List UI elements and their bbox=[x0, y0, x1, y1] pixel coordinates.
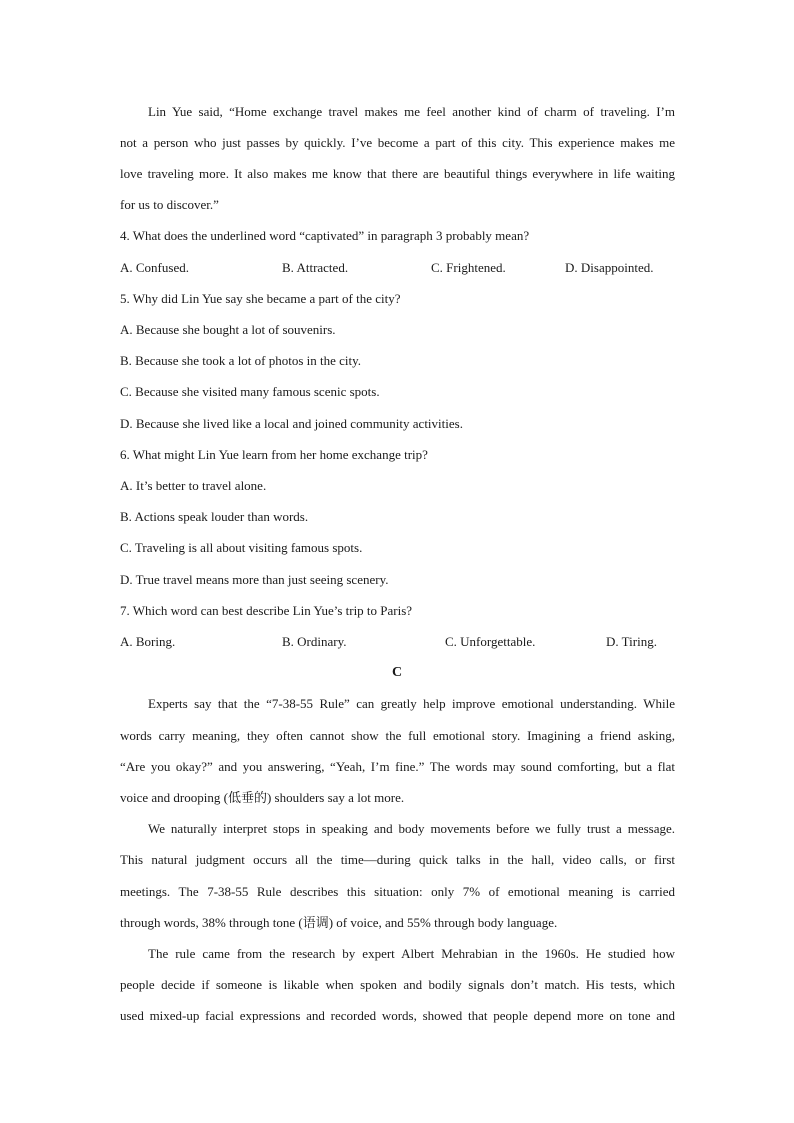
answer-option[interactable]: D. Tiring. bbox=[606, 634, 657, 649]
answer-option[interactable]: C. Unforgettable. bbox=[445, 634, 536, 649]
passage-c-line: We naturally interpret stops in speaking and body movements before we fully trust a message. bbox=[148, 821, 675, 836]
passage-c-line: through words, 38% through tone (语调) of voice, and 55% through body language. bbox=[120, 915, 558, 930]
answer-option[interactable]: D. Disappointed. bbox=[565, 260, 654, 275]
passage-c-line: The rule came from the research by expert Albert Mehrabian in the 1960s. He studied how bbox=[148, 946, 675, 961]
question-stem: 5. Why did Lin Yue say she became a part of the city? bbox=[120, 291, 401, 306]
passage-b-line: for us to discover.” bbox=[120, 197, 219, 212]
answer-option[interactable]: B. Attracted. bbox=[282, 260, 349, 275]
passage-c-line: “Are you okay?” and you answering, “Yeah, I’m fine.” The words may sound comforting, but a flat bbox=[120, 759, 675, 774]
passage-c-line: voice and drooping (低垂的) shoulders say a lot more. bbox=[120, 790, 405, 805]
question-stem: 7. Which word can best describe Lin Yue’s trip to Paris? bbox=[120, 603, 413, 618]
answer-option[interactable]: B. Actions speak louder than words. bbox=[120, 509, 309, 524]
passage-c-line: used mixed-up facial expressions and recorded words, showed that people depend more on tone and bbox=[120, 1008, 675, 1023]
section-heading: C bbox=[391, 665, 403, 680]
passage-b-line: Lin Yue said, “Home exchange travel makes me feel another kind of charm of traveling. I’m bbox=[148, 104, 675, 119]
answer-option[interactable]: D. Because she lived like a local and joined community activities. bbox=[120, 416, 463, 431]
passage-c-line: words carry meaning, they often cannot show the full emotional story. Imagining a friend asking, bbox=[120, 728, 675, 743]
answer-option[interactable]: A. Because she bought a lot of souvenirs. bbox=[120, 322, 336, 337]
passage-b-line: love traveling more. It also makes me know that there are beautiful things everywhere in life waiting bbox=[120, 166, 675, 181]
answer-option[interactable]: C. Frightened. bbox=[431, 260, 506, 275]
answer-option[interactable]: A. It’s better to travel alone. bbox=[120, 478, 267, 493]
passage-c-line: This natural judgment occurs all the time—during quick talks in the hall, video calls, or first bbox=[120, 852, 675, 867]
answer-option[interactable]: C. Traveling is all about visiting famous spots. bbox=[120, 540, 363, 555]
answer-option[interactable]: A. Boring. bbox=[120, 634, 176, 649]
answer-option[interactable]: A. Confused. bbox=[120, 260, 189, 275]
answer-option[interactable]: B. Ordinary. bbox=[282, 634, 347, 649]
answer-option[interactable]: B. Because she took a lot of photos in the city. bbox=[120, 353, 362, 368]
answer-option[interactable]: D. True travel means more than just seeing scenery. bbox=[120, 572, 389, 587]
question-stem: 4. What does the underlined word “captivated” in paragraph 3 probably mean? bbox=[120, 228, 530, 243]
answer-option[interactable]: C. Because she visited many famous scenic spots. bbox=[120, 384, 380, 399]
passage-c-line: Experts say that the “7-38-55 Rule” can greatly help improve emotional understanding. While bbox=[148, 696, 675, 711]
question-stem: 6. What might Lin Yue learn from her home exchange trip? bbox=[120, 447, 428, 462]
passage-c-line: people decide if someone is likable when spoken and bodily signals don’t match. His tests, which bbox=[120, 977, 675, 992]
passage-c-line: meetings. The 7-38-55 Rule describes this situation: only 7% of emotional meaning is carried bbox=[120, 884, 675, 899]
passage-b-line: not a person who just passes by quickly. I’ve become a part of this city. This experience makes me bbox=[120, 135, 675, 150]
